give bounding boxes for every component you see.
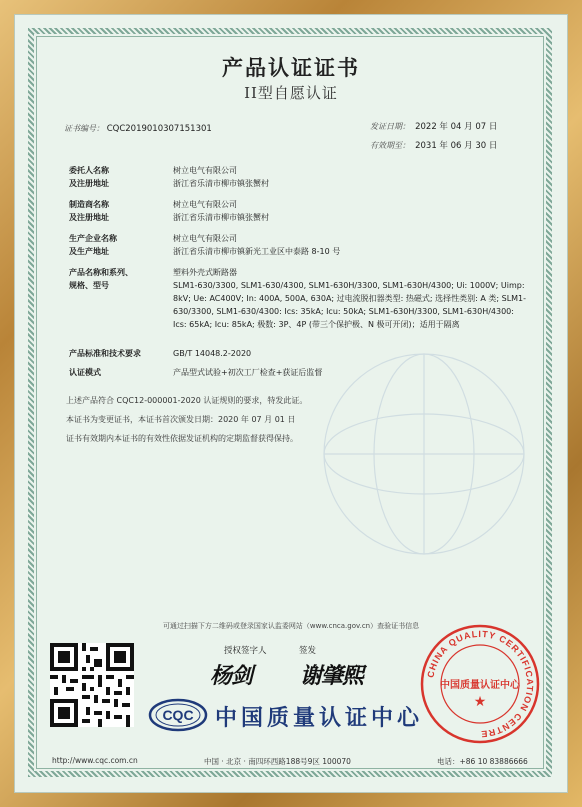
certificate-subtitle: II型自愿认证 <box>244 84 338 102</box>
footer-address: 中国 · 北京 · 南四环西路188号9区 100070 <box>204 757 351 766</box>
signature-signatory: 杨剑 <box>210 663 253 689</box>
signatory-caption: 授权签字人 <box>224 646 267 656</box>
issue-date-value: 2022 年 04 月 07 日 <box>415 122 498 132</box>
seal-star-icon: ★ <box>473 694 487 710</box>
factory-value: 树立电气有限公司 浙江省乐清市柳市镇新光工业区中泰路 8-10 号 <box>173 234 341 256</box>
cert-no-label: 证书编号： <box>64 124 104 133</box>
certificate-number <box>64 123 212 134</box>
manufacturer-value: 树立电气有限公司 浙江省乐清市柳市镇张蟹村 <box>173 200 269 222</box>
note-change: 本证书为变更证书，本证书首次颁发日期：2020 年 07 月 01 日 <box>66 415 296 424</box>
standard-value: GB/T 14048.2-2020 <box>173 349 252 358</box>
manufacturer-label: 制造商名称 及注册地址 <box>69 200 109 222</box>
cert-mode-value: 产品型式试验+初次工厂检查+获证后监督 <box>173 368 323 377</box>
issuer-caption: 签发 <box>299 646 317 656</box>
note-conformity: 上述产品符合 CQC12-000001-2020 认证规则的要求，特发此证。 <box>66 396 308 405</box>
certificate-paper <box>14 14 568 793</box>
cert-mode-label: 认证模式 <box>69 368 101 377</box>
certificate-title: 产品认证证书 <box>222 56 360 80</box>
footer-website[interactable]: http://www.cqc.com.cn <box>52 756 138 765</box>
applicant-value: 树立电气有限公司 浙江省乐清市柳市镇张蟹村 <box>173 166 269 188</box>
valid-until-label: 有效期至： <box>370 141 410 150</box>
note-validity: 证书有效期内本证书的有效性依据发证机构的定期监督获得保持。 <box>66 434 298 443</box>
cert-no-value: CQC2019010307151301 <box>106 124 212 134</box>
qr-code-icon[interactable] <box>50 643 134 727</box>
certificate-dates <box>370 116 497 154</box>
official-seal-icon <box>418 622 542 746</box>
verify-instruction: 可通过扫描下方二维码或登录国家认监委网站（www.cnca.gov.cn）查验证书信息 <box>162 622 420 630</box>
factory-label: 生产企业名称 及生产地址 <box>69 234 117 256</box>
product-label: 产品名称和系列、 规格、型号 <box>69 268 133 290</box>
footer-phone: 电话：+86 10 83886666 <box>437 757 528 766</box>
product-value: 塑料外壳式断路器 SLM1-630/3300, SLM1-630/4300, SLM1-630H/3300, SLM1-630H/4300; Ui: 1000V; Uimp: 8kV; Ue: AC400V; In: 400A, 500A, 630A; 过电流脱扣器类型: 热磁式; 选择性类别: A 类; SLM1-630/3300, SLM1-630/4300: Ics: 35kA; Icu: 50kA; SLM1-630H/3300, SLM1-630H/4300: Ics: 65kA; Icu: 85kA; 极数: 3P、4P (带三个保护极、N 极可开闭)；适用于隔离 <box>173 268 527 329</box>
cqc-logo-icon <box>148 698 208 732</box>
valid-until-value: 2031 年 06 月 30 日 <box>415 141 498 151</box>
standard-label: 产品标准和技术要求 <box>69 349 141 358</box>
seal-inner-text: 中国质量认证中心 <box>440 680 520 691</box>
signature-issuer: 谢肇熙 <box>300 663 364 689</box>
cqc-logo-text: CQC <box>162 707 194 723</box>
issue-date-label: 发证日期： <box>370 122 410 131</box>
issuing-body-name: 中国质量认证中心 <box>215 706 424 731</box>
seal-outer-text: CHINA QUALITY CERTIFICATION CENTRE <box>425 628 536 740</box>
applicant-label: 委托人名称 及注册地址 <box>69 166 109 188</box>
